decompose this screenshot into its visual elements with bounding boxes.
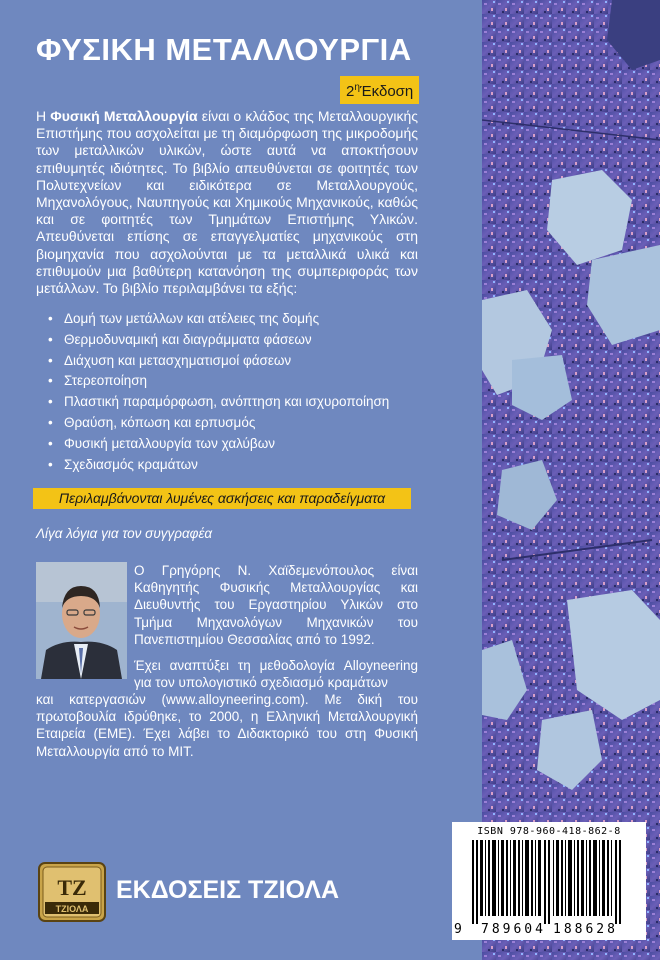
logo-letters: TZ <box>57 875 87 900</box>
edition-label: Έκδοση <box>359 83 414 100</box>
feature-text: Διάχυση και μετασχηματισμοί φάσεων <box>64 352 292 368</box>
barcode-digits-right: 188628 <box>553 922 618 937</box>
edition-number: 2 <box>346 83 355 100</box>
list-item <box>48 434 389 455</box>
bullet-icon: • <box>48 331 53 347</box>
author-bio-second: Έχει αναπτύξει τη μεθοδολογία Alloyneering για τον υπολογιστικό σχεδιασμό κραμάτων <box>134 658 418 691</box>
bullet-icon: • <box>48 311 53 326</box>
bullet-icon: • <box>48 414 53 430</box>
list-item <box>48 413 389 434</box>
feature-text: Θραύση, κόπωση και ερπυσμός <box>64 414 256 430</box>
list-item <box>48 392 389 413</box>
book-title: ΦΥΣΙΚΗ ΜΕΤΑΛΛΟΥΡΓΙΑ <box>36 32 412 67</box>
publisher-logo <box>38 862 106 922</box>
author-heading: Λίγα λόγια για τον συγγραφέα <box>36 526 213 541</box>
barcode-bars <box>462 840 636 924</box>
features-list <box>48 309 389 475</box>
list-item <box>48 455 389 476</box>
feature-text: Στερεοποίηση <box>64 373 148 389</box>
intro-lead: Η <box>36 108 51 124</box>
publisher-name: ΕΚΔΟΣΕΙΣ ΤΖΙΟΛΑ <box>116 876 340 904</box>
feature-text: Φυσική μεταλλουργία των χαλύβων <box>64 435 275 451</box>
feature-text: Θερμοδυναμική και διαγράμματα φάσεων <box>64 331 312 347</box>
bullet-icon: • <box>48 352 53 368</box>
bullet-icon: • <box>48 373 53 389</box>
feature-text: Πλαστική παραμόρφωση, ανόπτηση και ισχυροποίηση <box>64 394 390 410</box>
intro-bold-term: Φυσική Μεταλλουργία <box>50 108 198 124</box>
barcode-digits-left: 789604 <box>481 922 546 937</box>
highlight-banner: Περιλαμβάνονται λυμένες ασκήσεις και παραδείγματα <box>33 488 411 509</box>
edition-badge <box>340 76 419 104</box>
bullet-icon: • <box>48 456 53 472</box>
barcode-digit-first: 9 <box>454 922 462 937</box>
author-bio-first: Ο Γρηγόρης Ν. Χαϊδεμενόπουλος είναι Καθηγητής Φυσικής Μεταλλουργίας και Διευθυντής του Εργαστηρίου Υλικών στο Τμήμα Μηχανολόγων Μηχανικών του Πανεπιστημίου Θεσσαλίας από το 1992. <box>134 563 418 647</box>
intro-text: είναι ο κλάδος της Μεταλλουργικής Επιστήμης που ασχολείται με τη διαμόρφωση της μικροδομής των μεταλλικών υλικών, ώστε αυτά να αποκτήσουν επιθυμητές ιδιότητες. Το βιβλίο απευθύνεται σε φοιτητές των Πολυτεχνείων και ειδικότερα σε Μεταλλουργούς, Μηχανολόγους, Ναυπηγούς και Χημικούς Μηχανικούς, καθώς και σε φοιτητές των Τμημάτων Επιστήμης Υλικών. Απευθύνεται επίσης σε επαγγελματίες μηχανικούς στη βιομηχανία που ασχολούνται με τα μεταλλικά υλικά και επιθυμούν μια βαθύτερη κατανόηση της συμπεριφοράς των μετάλλων. Το βιβλίο περιλαμβάνει τα εξής: <box>36 108 419 297</box>
list-item <box>48 330 389 351</box>
author-photo <box>36 562 127 679</box>
isbn-number: ISBN 978-960-418-862-8 <box>477 826 621 837</box>
isbn-barcode <box>452 822 646 940</box>
micrograph-image <box>482 0 660 960</box>
bullet-icon: • <box>48 435 53 451</box>
feature-text: Σχεδιασμός κραμάτων <box>64 456 198 472</box>
list-item <box>48 351 389 372</box>
feature-text: Δομή των μετάλλων και ατέλειες της δομής <box>64 311 320 326</box>
list-item <box>48 309 389 330</box>
author-bio-third: και κατεργασιών (www.alloyneering.com). Με δική του πρωτοβουλία ιδρύθηκε, το 2000, η Ελληνική Μεταλλουργική Εταιρεία (ΕΜΕ). Έχει λάβει το Διδακτορικό του στη Φυσική Μεταλλουργία από το MIT. <box>36 692 418 759</box>
edition-suffix: η <box>354 82 360 93</box>
list-item <box>48 371 389 392</box>
bullet-icon: • <box>48 394 53 410</box>
intro-paragraph <box>36 108 418 297</box>
logo-name: ΤΖΙΟΛΑ <box>55 904 89 914</box>
